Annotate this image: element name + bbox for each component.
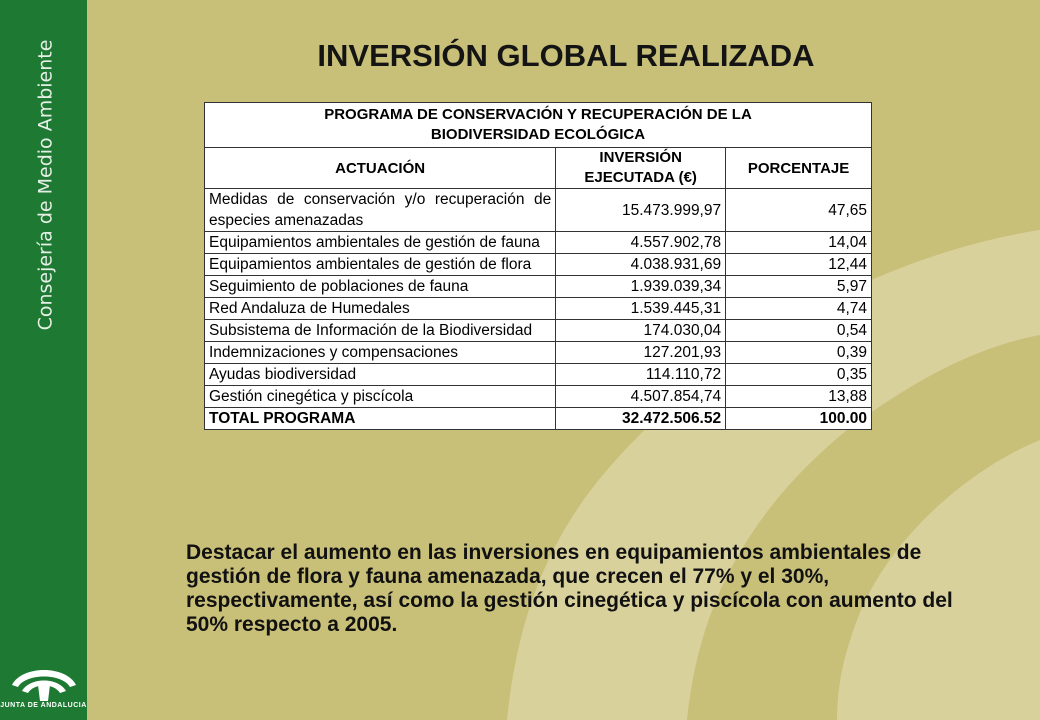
table-row xyxy=(205,232,872,254)
cell-actuacion: Ayudas biodiversidad xyxy=(205,364,556,386)
table-row xyxy=(205,189,872,232)
table-row xyxy=(205,386,872,408)
cell-actuacion: Equipamientos ambientales de gestión de flora xyxy=(205,254,556,276)
cell-inversion: 15.473.999,97 xyxy=(556,189,726,232)
page-title: INVERSIÓN GLOBAL REALIZADA xyxy=(317,38,815,73)
table-row xyxy=(205,364,872,386)
cell-inversion: 1.939.039,34 xyxy=(556,276,726,298)
cell-porcentaje: 0,35 xyxy=(726,364,872,386)
total-porcentaje: 100.00 xyxy=(726,408,872,430)
program-title: PROGRAMA DE CONSERVACIÓN Y RECUPERACIÓN DE LA BIODIVERSIDAD ECOLÓGICA xyxy=(205,103,872,148)
header-actuacion: ACTUACIÓN xyxy=(205,148,556,189)
highlight-note: Destacar el aumento en las inversiones en equipamientos ambientales de gestión de flora y fauna amenazada, que crecen el 77% y el 30%, respectivamente, así como la gestión cinegética y piscícola con aumento del 50% respecto a 2005. xyxy=(186,541,953,636)
cell-porcentaje: 13,88 xyxy=(726,386,872,408)
cell-actuacion: Seguimiento de poblaciones de fauna xyxy=(205,276,556,298)
logo-text: JUNTA DE ANDALUCIA xyxy=(0,702,87,709)
cell-inversion: 1.539.445,31 xyxy=(556,298,726,320)
investment-table xyxy=(204,102,872,430)
cell-inversion: 4.507.854,74 xyxy=(556,386,726,408)
cell-porcentaje: 0,39 xyxy=(726,342,872,364)
total-row xyxy=(205,408,872,430)
cell-inversion: 174.030,04 xyxy=(556,320,726,342)
table-row xyxy=(205,320,872,342)
table-row xyxy=(205,298,872,320)
table-row xyxy=(205,276,872,298)
total-inversion: 32.472.506.52 xyxy=(556,408,726,430)
cell-porcentaje: 14,04 xyxy=(726,232,872,254)
cell-inversion: 4.038.931,69 xyxy=(556,254,726,276)
cell-actuacion: Medidas de conservación y/o recuperación de especies amenazadas xyxy=(205,189,556,232)
cell-actuacion: Subsistema de Información de la Biodiversidad xyxy=(205,320,556,342)
cell-inversion: 4.557.902,78 xyxy=(556,232,726,254)
header-porcentaje: PORCENTAJE xyxy=(726,148,872,189)
cell-porcentaje: 47,65 xyxy=(726,189,872,232)
cell-porcentaje: 5,97 xyxy=(726,276,872,298)
sidebar xyxy=(0,0,87,720)
cell-actuacion: Indemnizaciones y compensaciones xyxy=(205,342,556,364)
cell-actuacion: Equipamientos ambientales de gestión de fauna xyxy=(205,232,556,254)
cell-actuacion: Red Andaluza de Humedales xyxy=(205,298,556,320)
cell-porcentaje: 4,74 xyxy=(726,298,872,320)
cell-inversion: 127.201,93 xyxy=(556,342,726,364)
cell-actuacion: Gestión cinegética y piscícola xyxy=(205,386,556,408)
column-header-row xyxy=(205,148,872,189)
org-name: Consejería de Medio Ambiente xyxy=(34,39,57,331)
total-label: TOTAL PROGRAMA xyxy=(205,408,556,430)
cell-porcentaje: 0,54 xyxy=(726,320,872,342)
org-name-vertical xyxy=(22,40,68,330)
header-inversion: INVERSIÓN EJECUTADA (€) xyxy=(556,148,726,189)
cell-inversion: 114.110,72 xyxy=(556,364,726,386)
cell-porcentaje: 12,44 xyxy=(726,254,872,276)
program-header-row xyxy=(205,103,872,148)
table-row xyxy=(205,342,872,364)
table-row xyxy=(205,254,872,276)
